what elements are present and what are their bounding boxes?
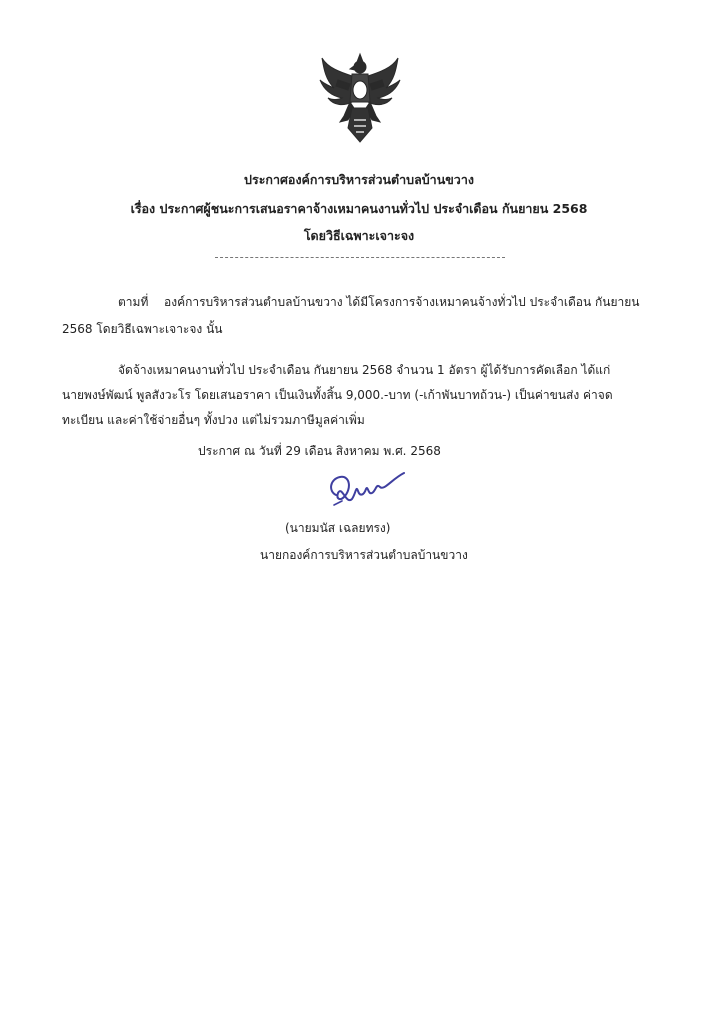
paragraph-1-line-1	[118, 293, 639, 312]
announcement-date: ประกาศ ณ วันที่ 29 เดือน สิงหาคม พ.ศ. 2568	[198, 444, 441, 458]
method-heading: โดยวิธีเฉพาะเจาะจง	[303, 228, 415, 243]
paragraph-2-line-1: จัดจ้างเหมาคนงานทั่วไป ประจำเดือน กันยายน 2568 จำนวน 1 อัตรา ผู้ได้รับการคัดเลือก ได้แก่	[118, 363, 611, 377]
paragraph-1-text: องค์การบริหารส่วนตำบลบ้านขวาง ได้มีโครงการจ้างเหมาคนจ้างทั่วไป ประจำเดือน กันยายน	[164, 295, 640, 309]
garuda-emblem-icon	[310, 50, 410, 150]
signature-icon	[322, 465, 412, 510]
subject-heading: เรื่อง ประกาศผู้ชนะการเสนอราคาจ้างเหมาคนงานทั่วไป ประจำเดือน กันยายน 2568	[130, 201, 588, 216]
paragraph-1-label: ตามที่	[118, 295, 149, 309]
paragraph-2-line-2: นายพงษ์พัฒน์ พูลสังวะโร โดยเสนอราคา เป็นเงินทั้งสิ้น 9,000.-บาท (-เก้าพันบาทถ้วน-) เป็นค่าขนส่ง ค่าจด	[62, 388, 613, 402]
signatory-name: (นายมนัส เฉลยทรง)	[285, 521, 391, 535]
paragraph-1-line-2: 2568 โดยวิธีเฉพาะเจาะจง นั้น	[62, 322, 223, 336]
organization-heading: ประกาศองค์การบริหารส่วนตำบลบ้านขวาง	[244, 172, 474, 187]
signatory-position: นายกองค์การบริหารส่วนตำบลบ้านขวาง	[260, 548, 468, 562]
heading-divider	[215, 257, 505, 258]
paragraph-2-line-3: ทะเบียน และค่าใช้จ่ายอื่นๆ ทั้งปวง แต่ไม่รวมภาษีมูลค่าเพิ่ม	[62, 413, 365, 427]
